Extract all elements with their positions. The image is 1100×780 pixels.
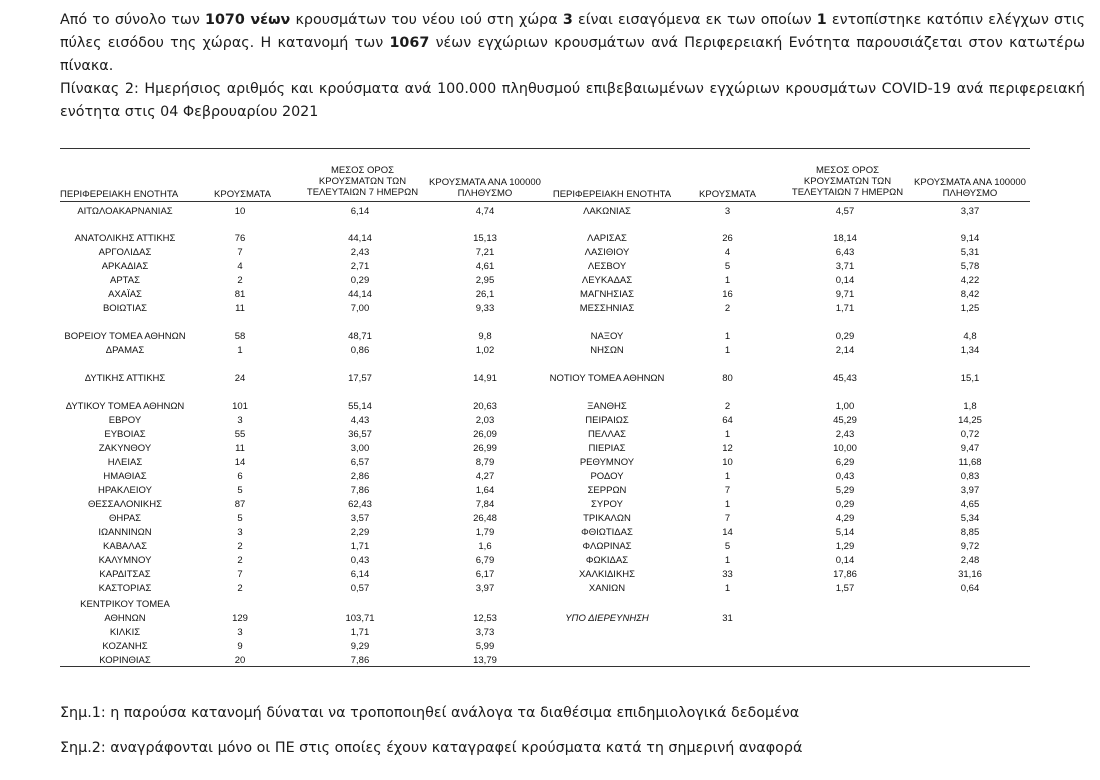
cell-cases: 7: [724, 485, 731, 496]
cell-avg: 0,29: [835, 331, 855, 342]
cell-region: ΣΕΡΡΩΝ: [587, 485, 627, 496]
cell-region: ΔΥΤΙΚΟΥ ΤΟΜΕΑ ΑΘΗΝΩΝ: [65, 401, 185, 412]
cell-per100k: 14,91: [473, 373, 497, 384]
cell-cases: 101: [232, 401, 248, 412]
cell-cases: 55: [234, 429, 246, 440]
cell-region: ΑΘΗΝΩΝ: [104, 613, 146, 624]
cell-region: ΚΑΡΔΙΤΣΑΣ: [99, 569, 151, 580]
cell-avg: 0,29: [350, 275, 370, 286]
cell-per100k: 1,02: [475, 345, 495, 356]
cell-cases: 6: [237, 471, 243, 482]
cell-region: ΚΕΝΤΡΙΚΟΥ ΤΟΜΕΑ: [80, 599, 170, 610]
cell-per100k: 26,1: [475, 289, 495, 300]
cell-cases: 16: [722, 289, 733, 300]
header-per100k-right: ΚΡΟΥΣΜΑΤΑ ΑΝΑ 100000 ΠΛΗΘΥΣΜΟ: [914, 177, 1026, 199]
cell-avg: 5,29: [835, 485, 855, 496]
cell-region: ΑΡΚΑΔΙΑΣ: [101, 261, 149, 272]
cell-region: ΡΕΘΥΜΝΟΥ: [579, 457, 635, 468]
cell-avg: 7,86: [350, 485, 370, 496]
cell-per100k: 9,8: [478, 331, 492, 342]
cell-region: ΠΕΛΛΑΣ: [587, 429, 627, 440]
cell-per100k: 4,74: [475, 206, 495, 217]
cell-region: ΚΑΣΤΟΡΙΑΣ: [98, 583, 152, 594]
cell-avg: 1,71: [350, 627, 370, 638]
cell-avg: 5,14: [835, 527, 855, 538]
intro-bold-domestic: 1067: [389, 35, 430, 51]
cell-per100k: 1,79: [475, 527, 495, 538]
cell-avg: 0,57: [350, 583, 370, 594]
intro-text: εντοπίστηκε κατόπιν ελέγχων στις πύλες εισόδου της χώρας. Η κατανομή των: [60, 12, 1085, 51]
cell-avg: 55,14: [348, 401, 372, 412]
cell-per100k: 1,34: [960, 345, 980, 356]
cell-avg: 2,29: [350, 527, 370, 538]
cell-cases: 33: [722, 569, 733, 580]
cell-avg: 2,86: [350, 471, 370, 482]
cell-per100k: 3,73: [475, 627, 495, 638]
intro-bold-border: 1: [816, 12, 827, 28]
cell-cases: 3: [237, 415, 243, 426]
intro-bold-imported: 3: [562, 12, 573, 28]
cell-avg: 7,86: [350, 655, 370, 666]
cell-per100k: 1,8: [963, 401, 977, 412]
cell-cases: 10: [234, 206, 246, 217]
cell-region: ΑΡΓΟΛΙΔΑΣ: [98, 247, 152, 258]
cell-cases: 1: [724, 345, 731, 356]
cell-per100k: 20,63: [473, 401, 497, 412]
cell-per100k: 4,65: [960, 499, 980, 510]
cell-per100k: 5,31: [960, 247, 980, 258]
cell-cases: 1: [724, 555, 731, 566]
cell-cases: 14: [722, 527, 733, 538]
cell-avg: 0,43: [350, 555, 370, 566]
cell-avg: 45,43: [833, 373, 857, 384]
cell-cases: 81: [234, 289, 246, 300]
table-bottom-rule: [60, 666, 1030, 667]
cell-per100k: 4,8: [963, 331, 977, 342]
cell-region: ΛΑΡΙΣΑΣ: [587, 233, 627, 244]
cell-region: ΑΡΤΑΣ: [110, 275, 140, 286]
intro-text: κρουσμάτων του νέου ιού στη χώρα: [290, 12, 563, 28]
cell-region: ΞΑΝΘΗΣ: [587, 401, 627, 412]
cell-region: ΧΑΛΚΙΔΙΚΗΣ: [578, 569, 636, 580]
cell-per100k: 2,03: [475, 415, 495, 426]
cell-cases: 2: [724, 401, 731, 412]
intro-bold-total: 1070 νέων: [205, 12, 291, 28]
cell-avg: 17,86: [833, 569, 857, 580]
cell-avg: 4,57: [835, 206, 855, 217]
cell-avg: 0,86: [350, 345, 370, 356]
cell-region: ΝΗΣΩΝ: [590, 345, 624, 356]
cell-per100k: 7,84: [475, 499, 495, 510]
cell-per100k: 8,85: [960, 527, 980, 538]
cell-region: ΚΑΛΥΜΝΟΥ: [98, 555, 152, 566]
cell-region: ΚΙΛΚΙΣ: [109, 627, 141, 638]
cell-avg: 4,43: [350, 415, 370, 426]
cell-per100k: 12,53: [473, 613, 497, 624]
cell-region: ΕΒΡΟΥ: [108, 415, 142, 426]
cell-per100k: 6,79: [475, 555, 495, 566]
cell-avg: 2,43: [350, 247, 370, 258]
cell-per100k: 9,47: [960, 443, 980, 454]
cell-avg: 1,29: [835, 541, 855, 552]
cell-avg: 6,14: [350, 206, 370, 217]
cell-region: ΜΑΓΝΗΣΙΑΣ: [580, 289, 634, 300]
cell-per100k: 1,64: [475, 485, 495, 496]
cell-avg: 6,29: [835, 457, 855, 468]
cell-avg: 9,29: [350, 641, 370, 652]
cell-region: ΜΕΣΣΗΝΙΑΣ: [579, 303, 635, 314]
cell-per100k: 6,17: [475, 569, 495, 580]
cell-per100k: 4,61: [475, 261, 495, 272]
cell-avg: 1,00: [835, 401, 855, 412]
cell-avg: 2,43: [835, 429, 855, 440]
cell-per100k: 8,79: [475, 457, 495, 468]
cell-per100k: 1,25: [960, 303, 980, 314]
cell-cases: 31: [722, 613, 733, 624]
cell-cases: 14: [234, 457, 246, 468]
cell-per100k: 5,78: [960, 261, 980, 272]
note-1: Σημ.1: η παρούσα κατανομή δύναται να τροποποιηθεί ανάλογα τα διαθέσιμα επιδημιολογικά δεδομένα: [60, 705, 800, 721]
cell-per100k: 4,27: [475, 471, 495, 482]
cell-avg: 45,29: [833, 415, 857, 426]
cell-avg: 3,71: [835, 261, 855, 272]
cell-region: ΚΑΒΑΛΑΣ: [103, 541, 147, 552]
cell-per100k: 4,22: [960, 275, 980, 286]
cell-cases: 24: [234, 373, 246, 384]
cell-cases: 9: [237, 641, 243, 652]
cell-region: ΘΗΡΑΣ: [108, 513, 142, 524]
cell-cases: 20: [234, 655, 246, 666]
cell-per100k: 26,99: [473, 443, 497, 454]
cell-region: ΠΕΙΡΑΙΩΣ: [585, 415, 629, 426]
cell-cases: 1: [724, 471, 731, 482]
cell-region: ΡΟΔΟΥ: [590, 471, 624, 482]
cell-region: ΥΠΟ ΔΙΕΡΕΥΝΗΣΗ: [565, 613, 649, 624]
cell-per100k: 2,48: [960, 555, 980, 566]
cell-per100k: 26,09: [473, 429, 497, 440]
cell-cases: 87: [234, 499, 246, 510]
header-region-right: ΠΕΡΙΦΕΡΕΙΑΚΗ ΕΝΟΤΗΤΑ: [552, 189, 672, 200]
cell-per100k: 5,34: [960, 513, 980, 524]
cell-avg: 62,43: [348, 499, 372, 510]
cell-cases: 7: [237, 569, 243, 580]
cell-region: ΦΘΙΩΤΙΔΑΣ: [581, 527, 633, 538]
cell-cases: 76: [234, 233, 246, 244]
cell-avg: 9,71: [835, 289, 855, 300]
cell-cases: 5: [237, 513, 243, 524]
cell-region: ΔΡΑΜΑΣ: [105, 345, 145, 356]
cell-region: ΕΥΒΟΙΑΣ: [104, 429, 146, 440]
cell-avg: 1,71: [835, 303, 855, 314]
cell-avg: 3,57: [350, 513, 370, 524]
cell-cases: 12: [722, 443, 733, 454]
cell-region: ΛΕΣΒΟΥ: [587, 261, 627, 272]
cell-per100k: 8,42: [960, 289, 980, 300]
cell-per100k: 1,6: [478, 541, 492, 552]
cell-region: ΚΟΖΑΝΗΣ: [102, 641, 148, 652]
cell-avg: 1,57: [835, 583, 855, 594]
cell-cases: 4: [237, 261, 243, 272]
cell-cases: 2: [237, 541, 243, 552]
cell-region: ΝΑΞΟΥ: [590, 331, 624, 342]
cell-avg: 2,14: [835, 345, 855, 356]
header-avg-left: ΜΕΣΟΣ ΟΡΟΣ ΚΡΟΥΣΜΑΤΩΝ ΤΩΝ ΤΕΛΕΥΤΑΙΩΝ 7 ΗΜΕΡΩΝ: [306, 165, 419, 198]
cell-avg: 4,29: [835, 513, 855, 524]
table-header-rule: [60, 201, 1030, 202]
cell-cases: 3: [724, 206, 731, 217]
cell-cases: 1: [724, 583, 731, 594]
cell-avg: 6,57: [350, 457, 370, 468]
cell-per100k: 9,72: [960, 541, 980, 552]
table-top-rule: [60, 148, 1030, 149]
cell-cases: 5: [724, 261, 731, 272]
cell-region: ΔΥΤΙΚΗΣ ΑΤΤΙΚΗΣ: [84, 373, 166, 384]
cell-per100k: 2,95: [475, 275, 495, 286]
cell-cases: 1: [724, 499, 731, 510]
cell-avg: 3,00: [350, 443, 370, 454]
cell-per100k: 31,16: [958, 569, 982, 580]
cell-avg: 0,14: [835, 555, 855, 566]
cell-per100k: 15,13: [473, 233, 497, 244]
cell-cases: 10: [722, 457, 733, 468]
cell-region: ΒΟΙΩΤΙΑΣ: [102, 303, 148, 314]
cell-cases: 5: [724, 541, 731, 552]
cell-region: ΦΩΚΙΔΑΣ: [585, 555, 629, 566]
cell-cases: 3: [237, 527, 243, 538]
cell-cases: 80: [722, 373, 733, 384]
cell-region: ΙΩΑΝΝΙΝΩΝ: [98, 527, 152, 538]
cell-region: ΠΙΕΡΙΑΣ: [588, 443, 626, 454]
cell-per100k: 3,37: [960, 206, 980, 217]
cell-cases: 11: [235, 303, 245, 314]
cell-per100k: 0,72: [960, 429, 980, 440]
cell-cases: 3: [237, 627, 243, 638]
cell-cases: 1: [724, 275, 731, 286]
intro-paragraph: [60, 9, 1085, 78]
cell-per100k: 3,97: [960, 485, 980, 496]
cell-region: ΑΝΑΤΟΛΙΚΗΣ ΑΤΤΙΚΗΣ: [74, 233, 176, 244]
cell-avg: 36,57: [348, 429, 372, 440]
table-caption: Πίνακας 2: Ημερήσιος αριθμός και κρούσματα ανά 100.000 πληθυσμού επιβεβαιωμένων εγχώριων κρουσμάτων COVID-19 ανά περιφερειακή ενότητα στις 04 Φεβρουαρίου 2021: [60, 81, 1085, 120]
cell-region: ΗΜΑΘΙΑΣ: [103, 471, 147, 482]
cell-region: ΤΡΙΚΑΛΩΝ: [583, 513, 631, 524]
cell-avg: 2,71: [350, 261, 370, 272]
cell-cases: 7: [237, 247, 243, 258]
cell-cases: 2: [724, 303, 731, 314]
cell-region: ΝΟΤΙΟΥ ΤΟΜΕΑ ΑΘΗΝΩΝ: [549, 373, 665, 384]
cell-per100k: 9,14: [960, 233, 980, 244]
cell-region: ΣΥΡΟΥ: [591, 499, 623, 510]
cell-per100k: 13,79: [473, 655, 497, 666]
header-cases-left: ΚΡΟΥΣΜΑΤΑ: [214, 189, 271, 200]
intro-text: νέων εγχώριων κρουσμάτων ανά Περιφερειακή Ενότητα παρουσιάζεται στον κατωτέρω πίνακα.: [60, 35, 1085, 74]
cell-avg: 103,71: [345, 613, 375, 624]
cell-region: ΑΙΤΩΛΟΑΚΑΡΝΑΝΙΑΣ: [77, 206, 173, 217]
cell-region: ΗΡΑΚΛΕΙΟΥ: [98, 485, 152, 496]
header-cases-right: ΚΡΟΥΣΜΑΤΑ: [699, 189, 756, 200]
cell-avg: 0,29: [835, 499, 855, 510]
note-2: Σημ.2: αναγράφονται μόνο οι ΠΕ στις οποίες έχουν καταγραφεί κρούσματα κατά τη σημερινή αναφορά: [60, 740, 803, 756]
cell-per100k: 0,64: [960, 583, 980, 594]
cell-cases: 4: [724, 247, 731, 258]
cell-avg: 44,14: [348, 289, 372, 300]
cell-avg: 0,14: [835, 275, 855, 286]
cell-per100k: 7,21: [475, 247, 495, 258]
cell-cases: 5: [237, 485, 243, 496]
cell-region: ΦΛΩΡΙΝΑΣ: [582, 541, 632, 552]
cell-region: ΛΑΚΩΝΙΑΣ: [583, 206, 631, 217]
cell-per100k: 11,68: [958, 457, 982, 468]
header-region-left: ΠΕΡΙΦΕΡΕΙΑΚΗ ΕΝΟΤΗΤΑ: [60, 189, 179, 200]
cell-avg: 0,43: [835, 471, 855, 482]
cell-region: ΛΕΥΚΑΔΑΣ: [581, 275, 633, 286]
cell-region: ΖΑΚΥΝΘΟΥ: [98, 443, 152, 454]
cell-cases: 2: [237, 583, 243, 594]
cell-avg: 6,14: [350, 569, 370, 580]
intro-text: Από το σύνολο των: [60, 12, 206, 28]
cell-region: ΛΑΣΙΘΙΟΥ: [584, 247, 630, 258]
cell-cases: 1: [237, 345, 243, 356]
cell-region: ΘΕΣΣΑΛΟΝΙΚΗΣ: [88, 499, 162, 510]
cell-avg: 7,00: [350, 303, 370, 314]
cell-per100k: 3,97: [475, 583, 495, 594]
cell-avg: 6,43: [835, 247, 855, 258]
cell-region: ΑΧΑΪΑΣ: [108, 289, 142, 300]
cell-per100k: 26,48: [473, 513, 497, 524]
cell-cases: 129: [232, 613, 248, 624]
cell-avg: 17,57: [348, 373, 372, 384]
cell-per100k: 14,25: [958, 415, 982, 426]
intro-text: είναι εισαγόμενα εκ των οποίων: [572, 12, 817, 28]
cell-cases: 58: [234, 331, 246, 342]
cell-per100k: 5,99: [475, 641, 495, 652]
cell-region: ΚΟΡΙΝΘΙΑΣ: [99, 655, 151, 666]
cell-per100k: 0,83: [960, 471, 980, 482]
cell-avg: 18,14: [833, 233, 857, 244]
cell-per100k: 15,1: [960, 373, 980, 384]
header-per100k-left: ΚΡΟΥΣΜΑΤΑ ΑΝΑ 100000 ΠΛΗΘΥΣΜΟ: [429, 177, 541, 199]
cell-cases: 2: [237, 275, 243, 286]
cell-per100k: 9,33: [475, 303, 495, 314]
header-avg-right: ΜΕΣΟΣ ΟΡΟΣ ΚΡΟΥΣΜΑΤΩΝ ΤΩΝ ΤΕΛΕΥΤΑΙΩΝ 7 ΗΜΕΡΩΝ: [791, 165, 904, 198]
cell-cases: 11: [235, 443, 245, 454]
cell-cases: 7: [724, 513, 731, 524]
cell-avg: 1,71: [350, 541, 370, 552]
cell-cases: 64: [722, 415, 733, 426]
cell-region: ΒΟΡΕΙΟΥ ΤΟΜΕΑ ΑΘΗΝΩΝ: [64, 331, 186, 342]
cell-avg: 48,71: [348, 331, 372, 342]
cell-cases: 1: [724, 429, 731, 440]
cell-avg: 10,00: [833, 443, 857, 454]
cell-avg: 44,14: [348, 233, 372, 244]
cell-cases: 2: [237, 555, 243, 566]
cell-region: ΧΑΝΙΩΝ: [588, 583, 626, 594]
cell-cases: 26: [722, 233, 733, 244]
cell-cases: 1: [724, 331, 731, 342]
cell-region: ΗΛΕΙΑΣ: [107, 457, 143, 468]
